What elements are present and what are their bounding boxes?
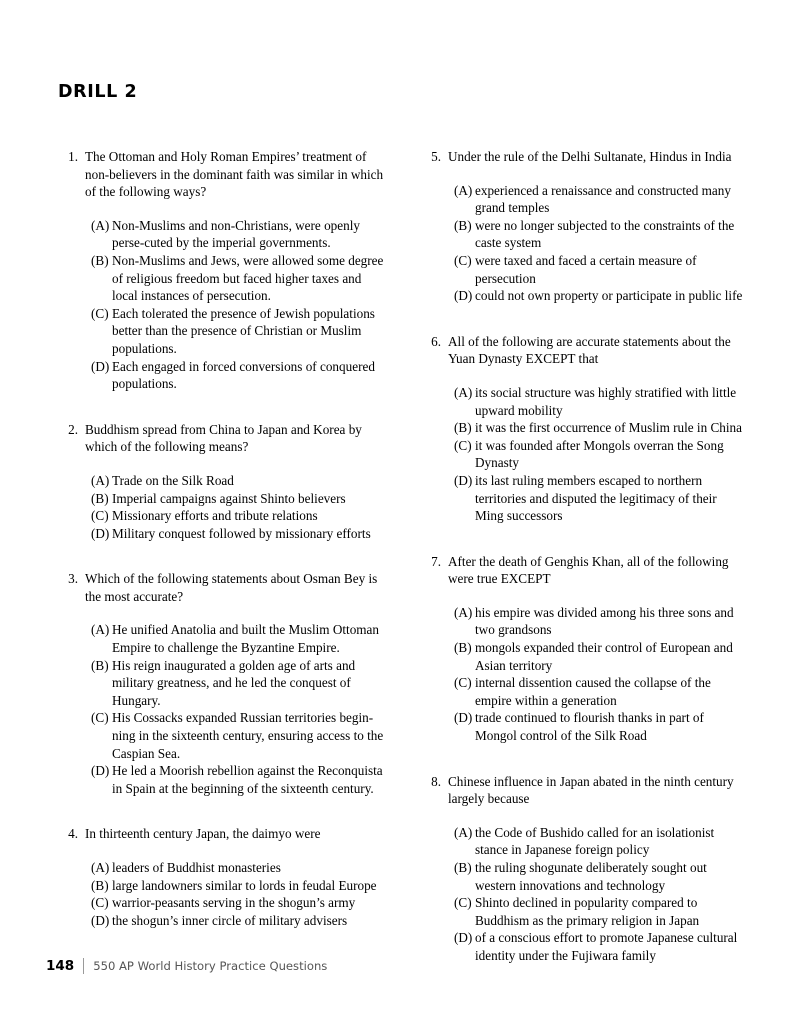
question-spacer [421,307,748,333]
choice-text: Non-Muslims and non-Christians, were openly perse-cuted by the imperial governments. [112,217,360,251]
question-body [448,773,748,965]
choice-text: could not own property or participate in public life [475,288,743,304]
question-item [421,553,748,745]
choice-letter: (D) [91,763,110,779]
answer-choices [448,604,748,745]
answer-choice[interactable] [448,182,748,217]
question-body [448,553,748,745]
answer-choice[interactable] [85,490,385,508]
answer-choice[interactable] [85,912,385,930]
page-footer [46,958,327,974]
question-columns [58,148,748,967]
answer-choice[interactable] [85,358,385,393]
choice-letter: (A) [91,217,110,233]
answer-choice[interactable] [448,604,748,639]
answer-choice[interactable] [448,859,748,894]
question-body [85,148,385,393]
question-stem: Under the rule of the Delhi Sultanate, Hindus in India [448,149,732,164]
choice-text: Missionary efforts and tribute relations [112,508,318,524]
choice-text: mongols expanded their control of European and Asian territory [475,640,733,673]
choice-letter: (A) [91,472,110,488]
answer-choice[interactable] [85,507,385,525]
question-number: 1. [68,149,78,164]
question-stem: In thirteenth century Japan, the daimyo were [85,826,321,842]
question-item [421,148,748,305]
choice-text: He led a Moorish rebellion against the Reconquista in Spain at the beginning of the sixteenth century. [112,763,383,796]
question-body [85,421,385,543]
question-stem: Chinese influence in Japan abated in the ninth century largely because [448,773,734,807]
question-spacer [58,395,385,421]
question-number: 3. [68,571,78,587]
question-item [58,570,385,797]
choice-text: the shogun’s inner circle of military advisers [112,912,348,928]
choice-text: warrior-peasants serving in the shogun’s army [112,895,356,911]
question-body [448,148,748,305]
choice-letter: (C) [454,437,472,453]
question-spacer [421,747,748,773]
answer-choice[interactable] [448,674,748,709]
choice-text: the Code of Bushido called for an isolationist stance in Japanese foreign policy [475,824,715,858]
choice-letter: (B) [454,217,472,233]
choice-text: it was founded after Mongols overran the Song Dynasty [475,437,724,471]
question-item [421,333,748,525]
choice-text: the ruling shogunate deliberately sought out western innovations and technology [475,860,707,893]
answer-choice[interactable] [448,929,748,964]
choice-text: leaders of Buddhist monasteries [112,860,281,875]
answer-choice[interactable] [85,894,385,912]
choice-letter: (A) [454,604,473,620]
question-body [85,825,385,929]
answer-choice[interactable] [448,824,748,859]
choice-letter: (A) [454,182,473,198]
choice-letter: (C) [91,305,109,321]
question-stem: All of the following are accurate statements about the Yuan Dynasty EXCEPT that [448,333,731,367]
choice-letter: (D) [91,358,110,374]
question-number: 7. [431,553,441,569]
choice-text: Military conquest followed by missionary efforts [112,525,371,541]
answer-choice[interactable] [448,384,748,419]
choice-text: Each engaged in forced conversions of conquered populations. [112,358,375,392]
choice-letter: (B) [454,860,472,875]
choice-text: internal dissention caused the collapse of the empire within a generation [475,675,711,708]
choice-letter: (C) [91,895,109,911]
choice-letter: (B) [91,252,109,268]
answer-choice[interactable] [448,639,748,674]
question-spacer [58,544,385,570]
question-spacer [421,527,748,553]
answer-choices [448,824,748,965]
answer-choice[interactable] [448,217,748,252]
question-spacer [58,799,385,825]
choice-letter: (B) [454,420,472,436]
answer-choices [85,859,385,929]
choice-text: of a conscious effort to promote Japanese cultural identity under the Fujiwara family [475,930,738,963]
page-title: DRILL 2 [58,82,138,102]
answer-choices [85,217,385,393]
answer-choice[interactable] [448,287,748,305]
choice-text: His Cossacks expanded Russian territories begin-ning in the sixteenth century, ensuring access to the Caspian Sea. [112,710,384,761]
choice-letter: (D) [91,525,110,541]
choice-letter: (B) [91,490,109,506]
footer-divider [83,958,84,974]
answer-choice[interactable] [85,657,385,710]
answer-choice[interactable] [85,472,385,490]
choice-text: were taxed and faced a certain measure of persecution [475,252,697,286]
choice-text: trade continued to flourish thanks in part of Mongol control of the Silk Road [475,710,704,744]
answer-choice[interactable] [448,894,748,929]
choice-letter: (D) [454,930,473,946]
choice-letter: (B) [91,657,109,673]
question-number: 2. [68,421,78,437]
choice-text: it was the first occurrence of Muslim rule in China [475,420,742,436]
answer-choice[interactable] [85,762,385,797]
question-number: 5. [431,149,441,164]
choice-letter: (B) [454,640,472,656]
choice-letter: (D) [454,288,473,304]
choice-letter: (D) [454,472,473,488]
choice-letter: (C) [91,710,109,726]
choice-letter: (C) [454,675,472,691]
choice-text: Each tolerated the presence of Jewish populations better than the presence of Christian or Muslim populations. [112,305,375,356]
answer-choices [448,182,748,305]
answer-choice[interactable] [85,709,385,762]
question-body [85,570,385,797]
answer-choice[interactable] [85,859,385,877]
answer-choice[interactable] [448,709,748,744]
choice-letter: (A) [454,824,473,840]
choice-letter: (A) [91,622,110,638]
book-title: 550 AP World History Practice Questions [93,959,328,973]
question-item [58,148,385,393]
choice-text: Trade on the Silk Road [112,472,234,488]
answer-choice[interactable] [448,419,748,437]
question-number: 4. [68,826,78,842]
column-left [58,148,385,967]
choice-letter: (C) [91,508,109,524]
question-body [448,333,748,525]
choice-text: experienced a renaissance and constructed many grand temples [475,182,731,216]
question-stem: Buddhism spread from China to Japan and Korea by which of the following means? [85,421,362,455]
question-stem: The Ottoman and Holy Roman Empires’ treatment of non-believers in the dominant faith was similar in which of the following ways? [85,149,384,200]
answer-choice[interactable] [85,305,385,358]
question-number: 6. [431,333,441,349]
answer-choices [85,472,385,542]
answer-choice[interactable] [448,472,748,525]
choice-letter: (D) [91,912,110,928]
question-number: 8. [431,773,441,789]
choice-text: Imperial campaigns against Shinto believers [112,490,346,506]
answer-choice[interactable] [448,252,748,287]
answer-choices [85,621,385,797]
column-right [421,148,748,967]
question-item [58,421,385,543]
answer-choice[interactable] [85,877,385,895]
choice-letter: (B) [91,877,109,893]
choice-text: His reign inaugurated a golden age of arts and military greatness, and he led the conquest of Hungary. [112,657,356,708]
choice-letter: (A) [454,384,473,400]
choice-text: were no longer subjected to the constraints of the caste system [475,217,735,251]
answer-choice[interactable] [85,525,385,543]
choice-letter: (D) [454,710,473,726]
answer-choice[interactable] [85,621,385,656]
choice-text: Non-Muslims and Jews, were allowed some degree of religious freedom but faced higher taxes and local instances of persecution. [112,252,384,304]
answer-choice[interactable] [85,217,385,252]
page-number: 148 [46,958,75,974]
choice-letter: (C) [454,895,472,911]
answer-choice[interactable] [85,252,385,305]
choice-text: large landowners similar to lords in feudal Europe [112,877,377,893]
question-stem: Which of the following statements about Osman Bey is the most accurate? [85,571,378,604]
question-item [58,825,385,929]
choice-text: its last ruling members escaped to northern territories and disputed the legitimacy of their Ming successors [475,472,717,524]
choice-text: his empire was divided among his three sons and two grandsons [475,604,734,638]
choice-text: He unified Anatolia and built the Muslim Ottoman Empire to challenge the Byzantine Empire. [112,622,380,656]
choice-text: its social structure was highly stratified with little upward mobility [475,384,737,418]
answer-choice[interactable] [448,437,748,472]
choice-text: Shinto declined in popularity compared to Buddhism as the primary religion in Japan [475,895,700,928]
question-stem: After the death of Genghis Khan, all of the following were true EXCEPT [448,553,729,587]
answer-choices [448,384,748,525]
choice-letter: (C) [454,252,472,268]
choice-letter: (A) [91,860,110,875]
question-item [421,773,748,965]
